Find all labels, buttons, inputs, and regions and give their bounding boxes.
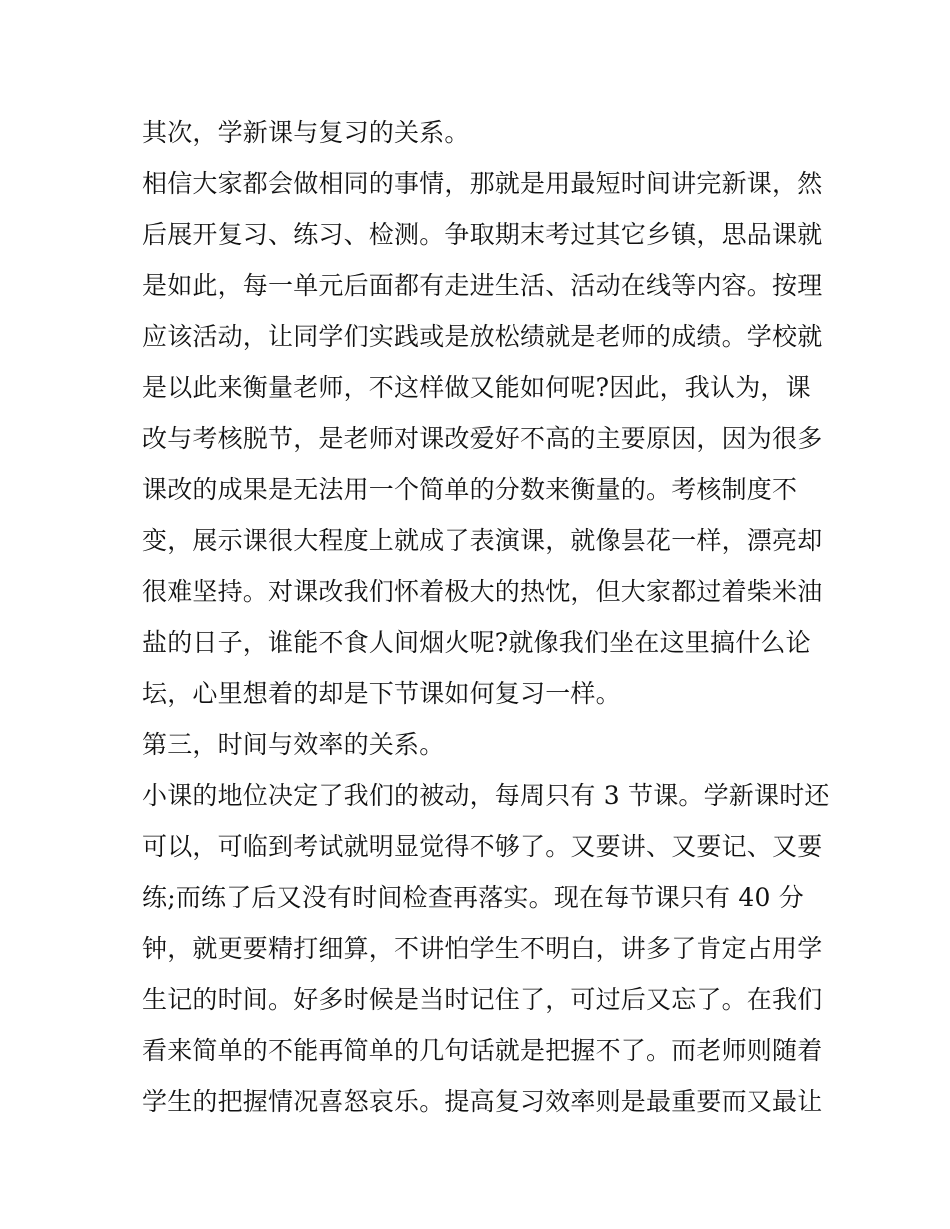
text-line: 学生的把握情况喜怒哀乐。提高复习效率则是最重要而又最让 [142,1087,823,1116]
text-line: 小课的地位决定了我们的被动，每周只有 3 节课。学新课时还 [142,781,830,810]
text-line: 第三，时间与效率的关系。 [142,730,445,759]
text-line: 是以此来衡量老师，不这样做又能如何呢?因此，我认为，课 [142,373,811,402]
text-line: 后展开复习、练习、检测。争取期末考过其它乡镇，思品课就 [142,220,823,249]
text-line: 变，展示课很大程度上就成了表演课，就像昙花一样，漂亮却 [142,526,823,555]
text-line: 盐的日子，谁能不食人间烟火呢?就像我们坐在这里搞什么论 [142,628,811,657]
text-line: 应该活动，让同学们实践或是放松绩就是老师的成绩。学校就 [142,322,823,351]
text-line: 生记的时间。好多时候是当时记住了，可过后又忘了。在我们 [142,985,823,1014]
text-line: 相信大家都会做相同的事情，那就是用最短时间讲完新课，然 [142,169,823,198]
text-line: 钟，就更要精打细算，不讲怕学生不明白，讲多了肯定占用学 [142,934,823,963]
text-line: 改与考核脱节，是老师对课改爱好不高的主要原因，因为很多 [142,424,823,453]
text-line: 很难坚持。对课改我们怀着极大的热忱，但大家都过着柴米油 [142,577,823,606]
body-text [142,107,830,1127]
text-line: 看来简单的不能再简单的几句话就是把握不了。而老师则随着 [142,1036,823,1065]
text-line: 坛，心里想着的却是下节课如何复习一样。 [142,679,621,708]
text-line: 其次，学新课与复习的关系。 [142,118,470,147]
text-line: 可以，可临到考试就明显觉得不够了。又要讲、又要记、又要 [142,832,823,861]
text-line: 是如此，每一单元后面都有走进生活、活动在线等内容。按理 [142,271,823,300]
text-line: 练;而练了后又没有时间检查再落实。现在每节课只有 40 分 [142,883,804,912]
text-line: 课改的成果是无法用一个简单的分数来衡量的。考核制度不 [142,475,798,504]
